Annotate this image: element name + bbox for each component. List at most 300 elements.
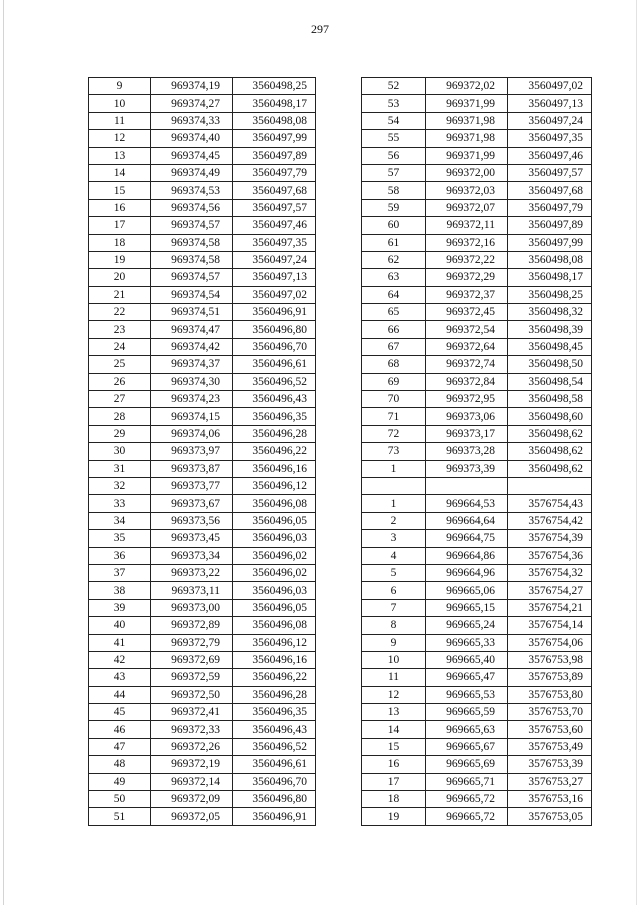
table-row — [89, 564, 316, 581]
point-number-cell: 50 — [89, 791, 151, 808]
point-number-cell: 51 — [89, 808, 151, 825]
y-coordinate-cell: 3560496,16 — [233, 460, 316, 477]
point-number-cell: 2 — [362, 512, 426, 529]
y-coordinate-cell: 3560497,46 — [233, 217, 316, 234]
point-number-cell: 60 — [362, 217, 426, 234]
y-coordinate-cell: 3576753,05 — [508, 808, 592, 825]
point-number-cell: 54 — [362, 112, 426, 129]
y-coordinate-cell: 3560497,57 — [233, 199, 316, 216]
point-number-cell: 13 — [89, 147, 151, 164]
x-coordinate-cell: 969374,57 — [151, 269, 233, 286]
table-row — [89, 147, 316, 164]
y-coordinate-cell: 3560496,02 — [233, 564, 316, 581]
y-coordinate-cell: 3560496,91 — [233, 808, 316, 825]
y-coordinate-cell: 3576753,27 — [508, 773, 592, 790]
point-number-cell: 15 — [89, 182, 151, 199]
table-row — [362, 199, 592, 216]
table-row — [89, 617, 316, 634]
table-row — [89, 425, 316, 442]
point-number-cell: 66 — [362, 321, 426, 338]
table-row — [89, 530, 316, 547]
point-number-cell: 17 — [362, 773, 426, 790]
y-coordinate-cell: 3576754,27 — [508, 582, 592, 599]
table-row — [89, 112, 316, 129]
table-row — [89, 251, 316, 268]
x-coordinate-cell: 969374,23 — [151, 391, 233, 408]
point-number-cell: 17 — [89, 217, 151, 234]
x-coordinate-cell: 969372,16 — [426, 234, 508, 251]
x-coordinate-cell: 969371,99 — [426, 95, 508, 112]
x-coordinate-cell: 969372,09 — [151, 791, 233, 808]
table-row — [89, 164, 316, 181]
y-coordinate-cell: 3560497,13 — [508, 95, 592, 112]
y-coordinate-cell: 3560498,62 — [508, 425, 592, 442]
x-coordinate-cell: 969665,72 — [426, 791, 508, 808]
x-coordinate-cell: 969372,50 — [151, 686, 233, 703]
table-row — [362, 617, 592, 634]
y-coordinate-cell: 3560496,05 — [233, 599, 316, 616]
y-coordinate-cell: 3576754,32 — [508, 564, 592, 581]
point-number-cell: 18 — [89, 234, 151, 251]
point-number-cell: 36 — [89, 547, 151, 564]
x-coordinate-cell: 969373,00 — [151, 599, 233, 616]
y-coordinate-cell: 3560496,43 — [233, 391, 316, 408]
table-row — [362, 773, 592, 790]
coordinates-table-left — [88, 77, 316, 826]
x-coordinate-cell: 969373,28 — [426, 443, 508, 460]
y-coordinate-cell: 3560497,89 — [508, 217, 592, 234]
x-coordinate-cell: 969665,40 — [426, 651, 508, 668]
y-coordinate-cell: 3576753,80 — [508, 686, 592, 703]
table-row — [89, 78, 316, 95]
point-number-cell: 10 — [89, 95, 151, 112]
y-coordinate-cell: 3560498,60 — [508, 408, 592, 425]
table-row — [362, 443, 592, 460]
point-number-cell: 11 — [89, 112, 151, 129]
x-coordinate-cell: 969371,99 — [426, 147, 508, 164]
table-row — [362, 408, 592, 425]
table-row — [362, 686, 592, 703]
table-row — [362, 164, 592, 181]
y-coordinate-cell: 3560497,02 — [233, 286, 316, 303]
x-coordinate-cell: 969665,15 — [426, 599, 508, 616]
y-coordinate-cell: 3576754,42 — [508, 512, 592, 529]
x-coordinate-cell: 969374,54 — [151, 286, 233, 303]
table-row — [89, 477, 316, 494]
y-coordinate-cell: 3560497,46 — [508, 147, 592, 164]
x-coordinate-cell: 969374,06 — [151, 425, 233, 442]
point-number-cell: 1 — [362, 495, 426, 512]
point-number-cell: 27 — [89, 391, 151, 408]
x-coordinate-cell: 969374,27 — [151, 95, 233, 112]
table-row — [89, 773, 316, 790]
point-number-cell: 4 — [362, 547, 426, 564]
point-number-cell: 52 — [362, 78, 426, 95]
y-coordinate-cell: 3560496,08 — [233, 617, 316, 634]
table-row — [362, 130, 592, 147]
x-coordinate-cell: 969372,84 — [426, 373, 508, 390]
point-number-cell: 62 — [362, 251, 426, 268]
y-coordinate-cell: 3560496,52 — [233, 738, 316, 755]
y-coordinate-cell: 3560498,25 — [233, 78, 316, 95]
point-number-cell: 35 — [89, 530, 151, 547]
table-row — [89, 269, 316, 286]
x-coordinate-cell: 969665,33 — [426, 634, 508, 651]
table-row — [362, 321, 592, 338]
table-row — [362, 95, 592, 112]
x-coordinate-cell: 969372,41 — [151, 704, 233, 721]
y-coordinate-cell: 3560496,43 — [233, 721, 316, 738]
x-coordinate-cell: 969374,56 — [151, 199, 233, 216]
point-number-cell: 40 — [89, 617, 151, 634]
scan-edge-left — [3, 0, 4, 905]
x-coordinate-cell: 969372,79 — [151, 634, 233, 651]
x-coordinate-cell: 969373,22 — [151, 564, 233, 581]
point-number-cell: 64 — [362, 286, 426, 303]
x-coordinate-cell: 969374,53 — [151, 182, 233, 199]
table-row — [89, 495, 316, 512]
x-coordinate-cell: 969373,87 — [151, 460, 233, 477]
table-row — [362, 425, 592, 442]
x-coordinate-cell: 969664,64 — [426, 512, 508, 529]
point-number-cell: 32 — [89, 477, 151, 494]
x-coordinate-cell: 969372,74 — [426, 356, 508, 373]
table-row — [362, 460, 592, 477]
y-coordinate-cell: 3560497,57 — [508, 164, 592, 181]
x-coordinate-cell: 969374,49 — [151, 164, 233, 181]
table-row — [362, 791, 592, 808]
x-coordinate-cell: 969374,51 — [151, 304, 233, 321]
table-row — [89, 738, 316, 755]
x-coordinate-cell: 969373,06 — [426, 408, 508, 425]
y-coordinate-cell: 3560498,58 — [508, 391, 592, 408]
point-number-cell: 61 — [362, 234, 426, 251]
y-coordinate-cell: 3560497,35 — [233, 234, 316, 251]
x-coordinate-cell: 969373,77 — [151, 477, 233, 494]
table-row — [89, 199, 316, 216]
point-number-cell: 25 — [89, 356, 151, 373]
point-number-cell: 37 — [89, 564, 151, 581]
table-row — [362, 530, 592, 547]
point-number-cell: 14 — [362, 721, 426, 738]
y-coordinate-cell: 3560496,91 — [233, 304, 316, 321]
x-coordinate-cell: 969665,69 — [426, 756, 508, 773]
point-number-cell: 8 — [362, 617, 426, 634]
table-row — [89, 95, 316, 112]
point-number-cell: 55 — [362, 130, 426, 147]
table-row — [362, 582, 592, 599]
x-coordinate-cell: 969664,86 — [426, 547, 508, 564]
point-number-cell: 18 — [362, 791, 426, 808]
table-row — [362, 269, 592, 286]
y-coordinate-cell: 3560498,25 — [508, 286, 592, 303]
y-coordinate-cell: 3560496,08 — [233, 495, 316, 512]
x-coordinate-cell: 969372,22 — [426, 251, 508, 268]
x-coordinate-cell: 969374,33 — [151, 112, 233, 129]
table-row — [362, 704, 592, 721]
y-coordinate-cell: 3560496,52 — [233, 373, 316, 390]
x-coordinate-cell: 969372,07 — [426, 199, 508, 216]
point-number-cell: 63 — [362, 269, 426, 286]
point-number-cell: 20 — [89, 269, 151, 286]
table-row — [362, 251, 592, 268]
y-coordinate-cell: 3576753,60 — [508, 721, 592, 738]
table-row — [89, 634, 316, 651]
y-coordinate-cell: 3560496,28 — [233, 686, 316, 703]
point-number-cell: 23 — [89, 321, 151, 338]
table-row — [362, 286, 592, 303]
x-coordinate-cell: 969372,29 — [426, 269, 508, 286]
point-number-cell: 5 — [362, 564, 426, 581]
point-number-cell: 9 — [362, 634, 426, 651]
table-row — [89, 704, 316, 721]
y-coordinate-cell: 3560497,68 — [233, 182, 316, 199]
x-coordinate-cell: 969373,39 — [426, 460, 508, 477]
table-row — [362, 112, 592, 129]
point-number-cell: 49 — [89, 773, 151, 790]
x-coordinate-cell: 969665,63 — [426, 721, 508, 738]
point-number-cell: 53 — [362, 95, 426, 112]
y-coordinate-cell: 3560497,79 — [508, 199, 592, 216]
point-number-cell: 16 — [89, 199, 151, 216]
scan-edge-right — [636, 0, 637, 905]
y-coordinate-cell: 3576754,21 — [508, 599, 592, 616]
point-number-cell: 21 — [89, 286, 151, 303]
y-coordinate-cell: 3560497,02 — [508, 78, 592, 95]
point-number-cell: 31 — [89, 460, 151, 477]
x-coordinate-cell: 969374,45 — [151, 147, 233, 164]
point-number-cell: 19 — [362, 808, 426, 825]
table-row — [89, 373, 316, 390]
table-row — [89, 582, 316, 599]
y-coordinate-cell: 3560496,12 — [233, 634, 316, 651]
table-row — [362, 217, 592, 234]
x-coordinate-cell: 969373,45 — [151, 530, 233, 547]
x-coordinate-cell: 969374,47 — [151, 321, 233, 338]
point-number-cell: 24 — [89, 338, 151, 355]
table-row — [362, 338, 592, 355]
x-coordinate-cell: 969374,58 — [151, 234, 233, 251]
table-row — [362, 78, 592, 95]
table-row — [362, 547, 592, 564]
x-coordinate-cell: 969665,71 — [426, 773, 508, 790]
table-row — [362, 234, 592, 251]
table-row — [89, 721, 316, 738]
point-number-cell: 11 — [362, 669, 426, 686]
y-coordinate-cell: 3560498,17 — [233, 95, 316, 112]
x-coordinate-cell: 969372,11 — [426, 217, 508, 234]
point-number-cell: 43 — [89, 669, 151, 686]
y-coordinate-cell: 3560496,28 — [233, 425, 316, 442]
x-coordinate-cell: 969665,53 — [426, 686, 508, 703]
point-number-cell: 19 — [89, 251, 151, 268]
x-coordinate-cell: 969373,56 — [151, 512, 233, 529]
x-coordinate-cell: 969372,02 — [426, 78, 508, 95]
point-number-cell: 56 — [362, 147, 426, 164]
y-coordinate-cell: 3560496,22 — [233, 669, 316, 686]
table-row — [362, 669, 592, 686]
table-row — [89, 130, 316, 147]
table-row — [362, 147, 592, 164]
point-number-cell: 42 — [89, 651, 151, 668]
table-row — [89, 547, 316, 564]
x-coordinate-cell: 969665,67 — [426, 738, 508, 755]
table-row — [362, 304, 592, 321]
table-row — [362, 599, 592, 616]
point-number-cell: 38 — [89, 582, 151, 599]
point-number-cell: 29 — [89, 425, 151, 442]
table-row — [89, 321, 316, 338]
point-number-cell: 70 — [362, 391, 426, 408]
point-number-cell: 30 — [89, 443, 151, 460]
x-coordinate-cell: 969371,98 — [426, 130, 508, 147]
y-coordinate-cell: 3576754,14 — [508, 617, 592, 634]
y-coordinate-cell: 3576753,70 — [508, 704, 592, 721]
x-coordinate-cell: 969373,97 — [151, 443, 233, 460]
y-coordinate-cell: 3560497,24 — [233, 251, 316, 268]
y-coordinate-cell: 3560497,99 — [508, 234, 592, 251]
x-coordinate-cell: 969374,57 — [151, 217, 233, 234]
x-coordinate-cell: 969374,15 — [151, 408, 233, 425]
table-row — [362, 512, 592, 529]
point-number-cell: 14 — [89, 164, 151, 181]
y-coordinate-cell: 3560498,62 — [508, 443, 592, 460]
x-coordinate-cell: 969372,54 — [426, 321, 508, 338]
point-number-cell: 45 — [89, 704, 151, 721]
table-row — [362, 808, 592, 825]
x-coordinate-cell: 969665,59 — [426, 704, 508, 721]
y-coordinate-cell: 3560498,17 — [508, 269, 592, 286]
y-coordinate-cell: 3560498,54 — [508, 373, 592, 390]
x-coordinate-cell: 969374,58 — [151, 251, 233, 268]
y-coordinate-cell: 3560496,35 — [233, 704, 316, 721]
point-number-cell: 73 — [362, 443, 426, 460]
point-number-cell: 28 — [89, 408, 151, 425]
table-row — [362, 373, 592, 390]
table-row — [89, 338, 316, 355]
x-coordinate-cell: 969372,37 — [426, 286, 508, 303]
y-coordinate-cell: 3560496,61 — [233, 356, 316, 373]
y-coordinate-cell: 3560498,45 — [508, 338, 592, 355]
table-row — [89, 791, 316, 808]
x-coordinate-cell: 969664,53 — [426, 495, 508, 512]
point-number-cell: 1 — [362, 460, 426, 477]
point-number-cell: 72 — [362, 425, 426, 442]
point-number-cell: 22 — [89, 304, 151, 321]
x-coordinate-cell: 969371,98 — [426, 112, 508, 129]
point-number-cell: 47 — [89, 738, 151, 755]
y-coordinate-cell: 3560497,99 — [233, 130, 316, 147]
x-coordinate-cell: 969372,59 — [151, 669, 233, 686]
table-row — [89, 217, 316, 234]
point-number-cell: 34 — [89, 512, 151, 529]
x-coordinate-cell: 969373,17 — [426, 425, 508, 442]
y-coordinate-cell: 3560498,08 — [233, 112, 316, 129]
x-coordinate-cell: 969372,00 — [426, 164, 508, 181]
y-coordinate-cell: 3560496,61 — [233, 756, 316, 773]
y-coordinate-cell: 3560496,80 — [233, 321, 316, 338]
x-coordinate-cell: 969374,40 — [151, 130, 233, 147]
table-row — [362, 477, 592, 494]
point-number-cell: 6 — [362, 582, 426, 599]
point-number-cell: 9 — [89, 78, 151, 95]
y-coordinate-cell: 3560496,35 — [233, 408, 316, 425]
y-coordinate-cell: 3576753,89 — [508, 669, 592, 686]
y-coordinate-cell: 3576754,43 — [508, 495, 592, 512]
table-row — [362, 721, 592, 738]
point-number-cell: 65 — [362, 304, 426, 321]
table-row — [362, 756, 592, 773]
y-coordinate-cell: 3560496,70 — [233, 338, 316, 355]
y-coordinate-cell: 3560496,22 — [233, 443, 316, 460]
x-coordinate-cell: 969372,89 — [151, 617, 233, 634]
x-coordinate-cell: 969665,24 — [426, 617, 508, 634]
table-row — [89, 512, 316, 529]
point-number-cell: 12 — [362, 686, 426, 703]
page-number: 297 — [311, 22, 329, 36]
x-coordinate-cell: 969665,06 — [426, 582, 508, 599]
table-row — [89, 182, 316, 199]
table-row — [89, 756, 316, 773]
x-coordinate-cell: 969373,11 — [151, 582, 233, 599]
x-coordinate-cell: 969372,45 — [426, 304, 508, 321]
table-row — [362, 738, 592, 755]
point-number-cell: 46 — [89, 721, 151, 738]
table-row — [89, 234, 316, 251]
point-number-cell: 15 — [362, 738, 426, 755]
point-number-cell: 12 — [89, 130, 151, 147]
x-coordinate-cell: 969373,34 — [151, 547, 233, 564]
y-coordinate-cell: 3560497,89 — [233, 147, 316, 164]
y-coordinate-cell: 3560496,70 — [233, 773, 316, 790]
table-row — [89, 304, 316, 321]
y-coordinate-cell: 3576754,36 — [508, 547, 592, 564]
y-coordinate-cell: 3560497,68 — [508, 182, 592, 199]
point-number-cell: 67 — [362, 338, 426, 355]
coordinates-table-right — [361, 77, 592, 826]
y-coordinate-cell: 3576754,06 — [508, 634, 592, 651]
x-coordinate-cell: 969372,33 — [151, 721, 233, 738]
point-number-cell: 71 — [362, 408, 426, 425]
table-row — [362, 634, 592, 651]
y-coordinate-cell: 3560497,35 — [508, 130, 592, 147]
y-coordinate-cell: 3560498,32 — [508, 304, 592, 321]
x-coordinate-cell: 969372,05 — [151, 808, 233, 825]
table-row — [89, 669, 316, 686]
point-number-cell: 26 — [89, 373, 151, 390]
y-coordinate-cell: 3576753,49 — [508, 738, 592, 755]
x-coordinate-cell: 969374,19 — [151, 78, 233, 95]
table-row — [362, 182, 592, 199]
x-coordinate-cell: 969665,47 — [426, 669, 508, 686]
point-number-cell: 44 — [89, 686, 151, 703]
table-row — [89, 651, 316, 668]
x-coordinate-cell: 969372,14 — [151, 773, 233, 790]
table-row — [89, 808, 316, 825]
x-coordinate-cell: 969664,96 — [426, 564, 508, 581]
y-coordinate-cell: 3560498,50 — [508, 356, 592, 373]
x-coordinate-cell: 969372,95 — [426, 391, 508, 408]
y-coordinate-cell: 3576753,16 — [508, 791, 592, 808]
y-coordinate-cell: 3560498,08 — [508, 251, 592, 268]
point-number-cell: 68 — [362, 356, 426, 373]
point-number-cell: 58 — [362, 182, 426, 199]
y-coordinate-cell: 3560497,79 — [233, 164, 316, 181]
y-coordinate-cell: 3560496,05 — [233, 512, 316, 529]
y-coordinate-cell: 3560496,12 — [233, 477, 316, 494]
x-coordinate-cell: 969374,42 — [151, 338, 233, 355]
point-number-cell: 10 — [362, 651, 426, 668]
